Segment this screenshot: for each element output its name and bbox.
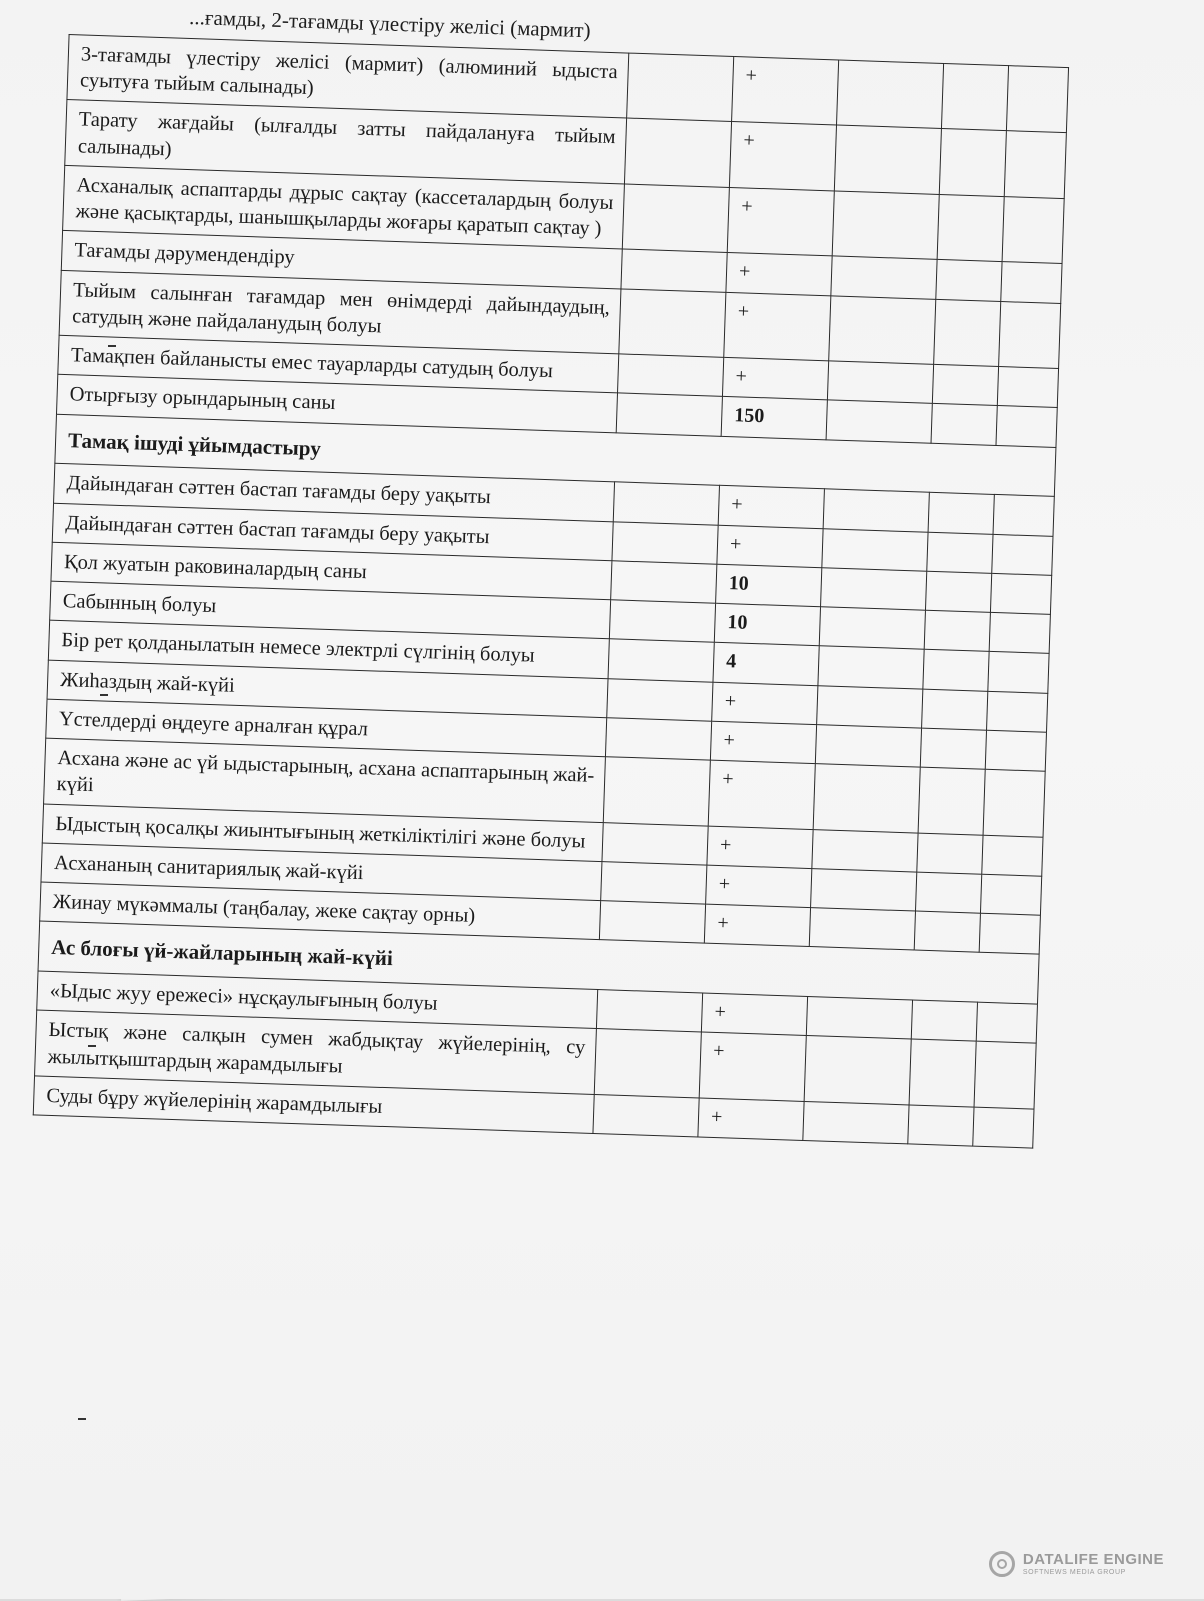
empty-cell <box>985 730 1046 771</box>
empty-cell <box>611 561 717 604</box>
row-count-value: 150 <box>721 397 827 440</box>
row-count-value: 10 <box>716 564 822 607</box>
row-criterion: Үстелдерді өңдеуге арналған құрал <box>46 699 607 757</box>
empty-cell <box>990 573 1051 614</box>
empty-cell <box>983 769 1045 836</box>
margin-mark <box>78 1418 86 1420</box>
row-count-value: 10 <box>714 603 820 646</box>
empty-cell <box>937 194 1004 262</box>
row-check-mark: + <box>699 1032 806 1101</box>
empty-cell <box>622 184 729 253</box>
empty-cell <box>992 534 1053 575</box>
empty-cell <box>608 639 714 682</box>
empty-cell <box>1001 262 1062 303</box>
empty-cell <box>605 718 711 761</box>
empty-cell <box>928 493 994 534</box>
empty-cell <box>612 521 718 564</box>
section-title: Ас блоғы үй-жайларының жай-күйі <box>38 921 1039 1004</box>
row-check-mark: + <box>729 122 836 191</box>
empty-cell <box>996 406 1057 447</box>
empty-cell <box>603 757 710 826</box>
empty-cell <box>932 364 998 405</box>
row-check-mark: + <box>718 486 824 529</box>
row-check-mark: + <box>712 682 818 725</box>
empty-cell <box>974 1041 1036 1108</box>
row-criterion: Бір рет қолданылатын немесе электрлі сүлгінің болуы <box>48 621 609 679</box>
row-check-mark: + <box>726 253 832 296</box>
row-check-mark: + <box>707 826 813 869</box>
row-criterion: Асханалық аспаптарды дұрыс сақтау (кассеталардың болуы және қасықтарды, шанышқыларды жоғары қаратып сақтау ) <box>63 165 625 249</box>
empty-cell <box>923 650 989 691</box>
empty-cell <box>941 64 1008 132</box>
row-check-mark: + <box>732 57 839 126</box>
watermark-subtitle: SOFTNEWS MEDIA GROUP <box>1022 1569 1126 1576</box>
empty-cell <box>624 118 731 187</box>
empty-cell <box>821 568 927 611</box>
empty-cell <box>826 400 932 443</box>
row-criterion: Жинау мүкәммалы (таңбалау, жеке сақтау орны) <box>40 882 601 940</box>
datalife-logo-icon <box>989 1551 1015 1577</box>
row-check-mark: + <box>710 721 816 764</box>
row-criterion: Отырғызу орындарының саны <box>57 375 618 433</box>
empty-cell <box>987 691 1048 732</box>
empty-cell <box>813 764 920 833</box>
empty-cell <box>989 613 1050 654</box>
empty-cell <box>914 911 980 952</box>
empty-cell <box>1004 131 1066 198</box>
empty-cell <box>976 1002 1037 1043</box>
empty-cell <box>999 301 1061 368</box>
empty-cell <box>934 299 1001 367</box>
empty-cell <box>607 678 713 721</box>
empty-cell <box>616 393 722 436</box>
empty-cell <box>911 1000 977 1041</box>
empty-cell <box>613 482 719 525</box>
row-criterion: Асхананың санитариялық жай-күйі <box>41 843 602 901</box>
empty-cell <box>602 822 708 865</box>
row-criterion: Тарату жағдайы (ылғалды затты пайдалануға тыйым салынады) <box>65 100 627 184</box>
empty-cell <box>973 1107 1034 1148</box>
empty-cell <box>818 646 924 689</box>
empty-cell <box>831 256 937 299</box>
section-title: Тамақ ішуді ұйымдастыру <box>55 414 1056 497</box>
empty-cell <box>915 872 981 913</box>
empty-cell <box>927 532 993 573</box>
empty-cell <box>924 610 990 651</box>
empty-cell <box>920 728 986 769</box>
row-criterion: Ыстық және салқын сумен жабдықтау жүйелерінің, су жылытқыштардың жарамдылығы <box>35 1010 597 1094</box>
checklist-table <box>33 34 1069 1149</box>
row-criterion: Ыдыстың қосалқы жиынтығының жеткіліктілігі және болуы <box>42 804 603 862</box>
empty-cell <box>836 60 943 129</box>
empty-cell <box>982 835 1043 876</box>
empty-cell <box>997 367 1058 408</box>
empty-cell <box>817 685 923 728</box>
row-check-mark: + <box>727 187 834 256</box>
empty-cell <box>939 129 1006 197</box>
row-check-mark: + <box>698 1098 804 1141</box>
checklist-document <box>33 0 1130 1151</box>
empty-cell <box>936 260 1002 301</box>
empty-cell <box>1006 66 1068 133</box>
table-caption: ...ғамды, 2-тағамды үлестіру желісі (мармит) <box>188 4 591 43</box>
row-criterion: Сабынның болуы <box>50 581 611 639</box>
empty-cell <box>829 296 936 365</box>
empty-cell <box>815 725 921 768</box>
empty-cell <box>1002 197 1064 264</box>
empty-cell <box>993 495 1054 536</box>
empty-cell <box>908 1105 974 1146</box>
empty-cell <box>593 1094 699 1137</box>
row-criterion: Дайындаған сәттен бастап тағамды беру уақыты <box>52 503 613 561</box>
row-check-mark: + <box>722 357 828 400</box>
empty-cell <box>931 404 997 445</box>
empty-cell <box>918 767 985 835</box>
row-criterion: Қол жуатын раковиналардың саны <box>51 542 612 600</box>
row-check-mark: + <box>701 993 807 1036</box>
empty-cell <box>627 53 734 122</box>
empty-cell <box>909 1039 976 1107</box>
empty-cell <box>922 689 988 730</box>
empty-cell <box>594 1029 701 1098</box>
watermark <box>989 1551 1164 1577</box>
empty-cell <box>806 997 912 1040</box>
empty-cell <box>617 354 723 397</box>
empty-cell <box>609 600 715 643</box>
empty-cell <box>601 861 707 904</box>
row-criterion: Тыйым салынған тағамдар мен өнімдерді дайындаудың, сатудың және пайдаланудың болуы <box>59 270 621 354</box>
empty-cell <box>809 908 915 951</box>
empty-cell <box>823 489 929 532</box>
row-count-value: 4 <box>713 643 819 686</box>
row-criterion: Жиһаздың жай-күйі <box>47 660 608 718</box>
empty-cell <box>811 868 917 911</box>
empty-cell <box>596 990 702 1033</box>
empty-cell <box>988 652 1049 693</box>
row-check-mark: + <box>704 904 810 947</box>
empty-cell <box>979 913 1040 954</box>
empty-cell <box>803 1101 909 1144</box>
row-criterion: «Ыдыс жуу ережесі» нұсқаулығының болуы <box>37 971 598 1029</box>
row-check-mark: + <box>706 865 812 908</box>
empty-cell <box>827 361 933 404</box>
empty-cell <box>819 607 925 650</box>
row-criterion: Суды бұру жүйелерінің жарамдылығы <box>33 1076 594 1134</box>
empty-cell <box>980 874 1041 915</box>
watermark-title: DATALIFE ENGINE <box>1022 1551 1164 1568</box>
row-criterion: Асхана және ас үй ыдыстарының, асхана аспаптарының жай-күйі <box>44 738 606 822</box>
empty-cell <box>812 829 918 872</box>
row-check-mark: + <box>717 525 823 568</box>
row-check-mark: + <box>724 292 831 361</box>
row-criterion: 3-тағамды үлестіру желісі (мармит) (алюминий ыдыста суытуға тыйым салынады) <box>67 34 629 118</box>
empty-cell <box>834 125 941 194</box>
row-criterion: Тағамды дәрумендендіру <box>61 231 622 289</box>
empty-cell <box>917 833 983 874</box>
empty-cell <box>832 191 939 260</box>
row-criterion: Дайындаған сәттен бастап тағамды беру уақыты <box>54 464 615 522</box>
empty-cell <box>925 571 991 612</box>
empty-cell <box>804 1036 911 1105</box>
empty-cell <box>599 901 705 944</box>
empty-cell <box>621 249 727 292</box>
empty-cell <box>822 528 928 571</box>
row-check-mark: + <box>708 760 815 829</box>
row-criterion: Тамақпен байланысты емес тауарларды сатудың болуы <box>58 335 619 393</box>
empty-cell <box>619 289 726 358</box>
